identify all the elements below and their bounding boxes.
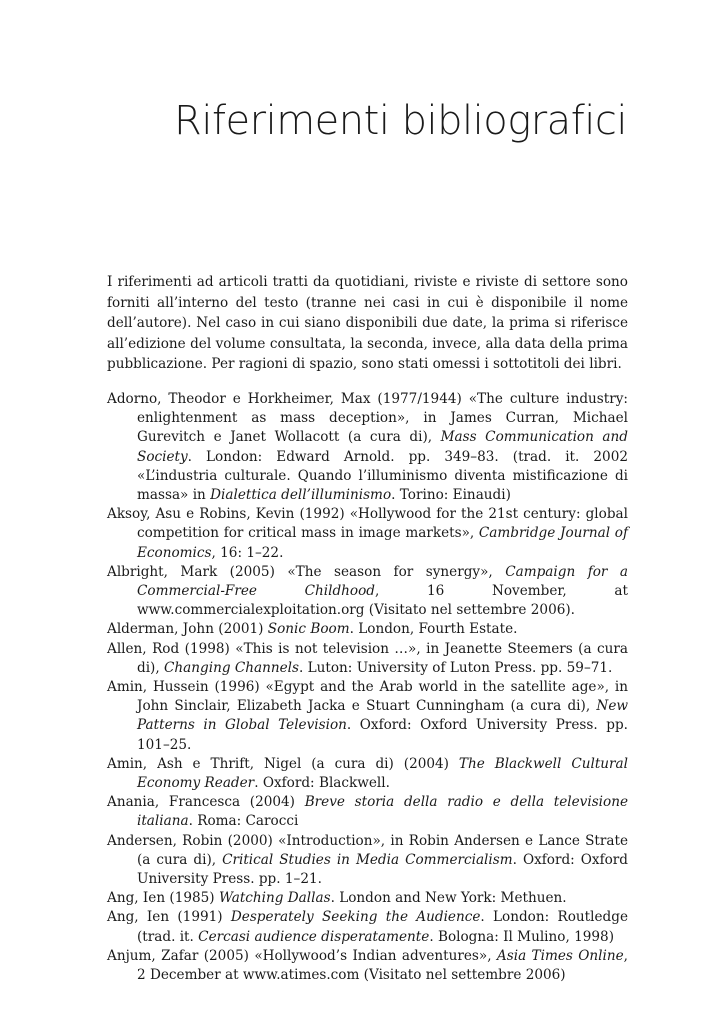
reference-entry: Aksoy, Asu e Robins, Kevin (1992) «Hollywood for the 21st century: global competition for critical mass in image markets», Cambridge Journal of Economics, 16: 1–22.	[107, 506, 628, 561]
reference-entry: Adorno, Theodor e Horkheimer, Max (1977/1944) «The culture industry: enlightenment as mass deception», in James Curran, Michael Gurevitch e Janet Wollacott (a cura di), Mass Communication and Society. London: Edward Arnold. pp. 349–83. (trad. it. 2002 «L’industria culturale. Quando l’illuminismo diventa mistificazione di massa» in Dialettica dell’illuminismo. Torino: Einaudi)	[107, 391, 628, 504]
intro-paragraph: I riferimenti ad articoli tratti da quotidiani, riviste e riviste di settore sono forniti all’interno del testo (tranne nei casi in cui è disponibile il nome dell’autore). Nel caso in cui siano disponibili due date, la prima si riferisce all’edizione del volume consultata, la seconda, invece, alla data della prima pubblicazione. Per ragioni di spazio, sono stati omessi i sottotitoli dei libri.	[107, 274, 628, 372]
reference-entry: Amin, Hussein (1996) «Egypt and the Arab world in the satellite age», in John Sinclair, Elizabeth Jacka e Stuart Cunningham (a cura di), New Patterns in Global Television. Oxford: Oxford University Press. pp. 101–25.	[107, 679, 628, 753]
reference-entry: Anjum, Zafar (2005) «Hollywood’s Indian adventures», Asia Times Online, 2 December at www.atimes.com (Visitato nel settembre 2006)	[107, 947, 628, 984]
page-title: Riferimenti bibliografici	[174, 98, 627, 144]
reference-list	[107, 390, 628, 985]
reference-entry: Andersen, Robin (2000) «Introduction», in Robin Andersen e Lance Strate (a cura di), Critical Studies in Media Commercialism. Oxford: Oxford University Press. pp. 1–21.	[107, 832, 628, 888]
reference-entry: Albright, Mark (2005) «The season for synergy», Campaign for a Commercial-Free Childhood, 16 November, at www.commercialexploitation.org (Visitato nel settembre 2006).	[107, 563, 628, 619]
reference-entry: Alderman, John (2001) Sonic Boom. London, Fourth Estate.	[107, 621, 518, 638]
reference-entry: Ang, Ien (1985) Watching Dallas. London and New York: Methuen.	[107, 890, 567, 907]
reference-entry: Amin, Ash e Thrift, Nigel (a cura di) (2004) The Blackwell Cultural Economy Reader. Oxford: Blackwell.	[107, 755, 628, 792]
reference-entry: Allen, Rod (1998) «This is not television …», in Jeanette Steemers (a cura di), Changing Channels. Luton: University of Luton Press. pp. 59–71.	[107, 640, 628, 676]
reference-entry: Ang, Ien (1991) Desperately Seeking the Audience. London: Routledge (trad. it. Cercasi audience disperatamente. Bologna: Il Mulino, 1998)	[107, 909, 628, 945]
reference-entry: Anania, Francesca (2004) Breve storia della radio e della televisione italiana. Roma: Carocci	[107, 794, 628, 830]
